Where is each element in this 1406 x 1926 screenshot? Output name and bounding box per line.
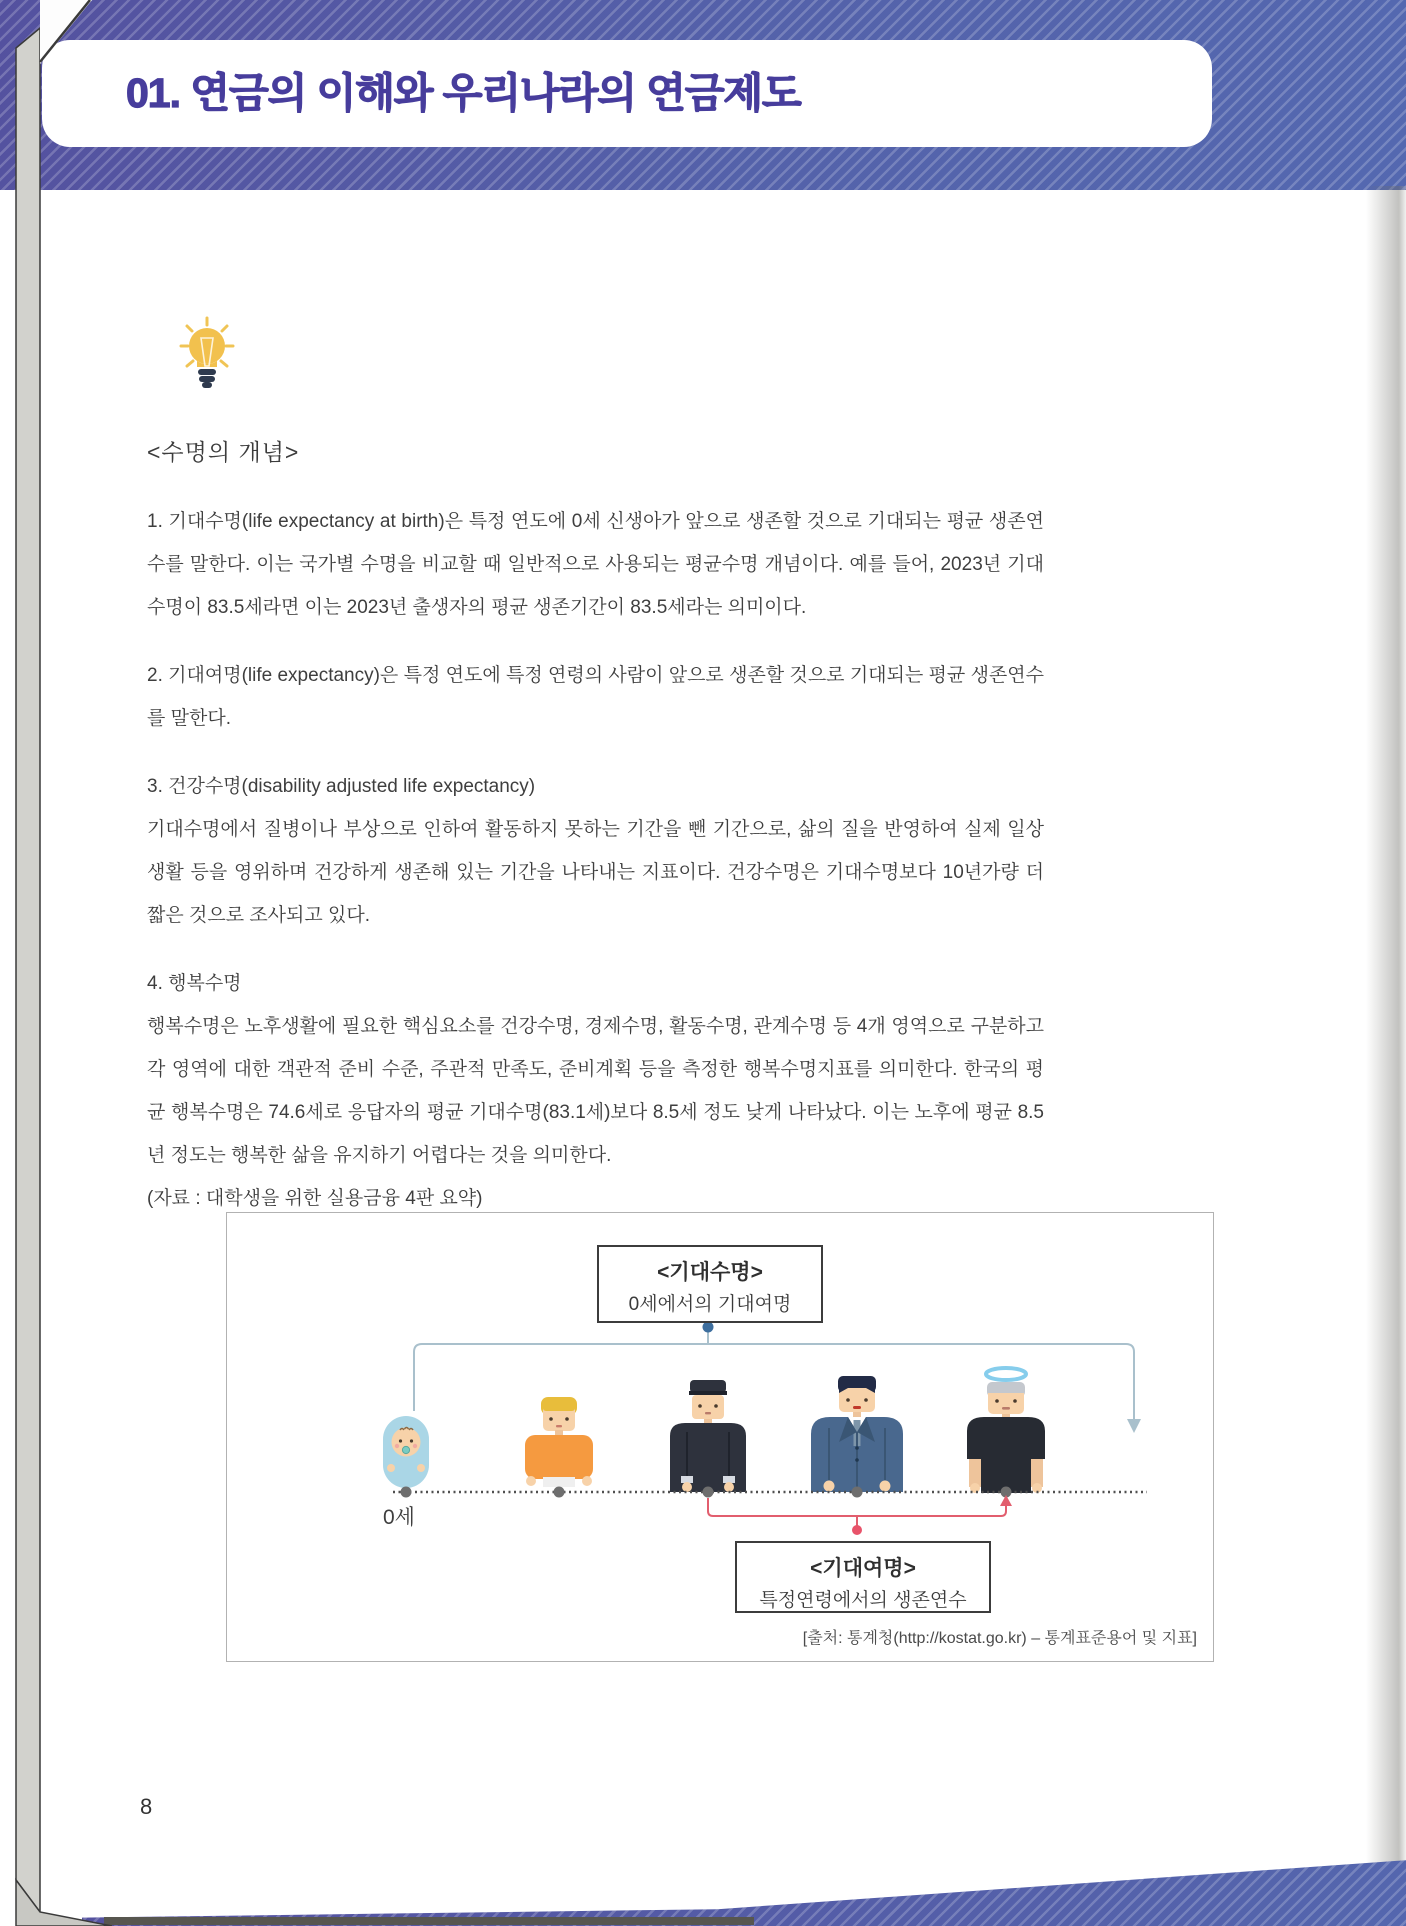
diagram-source: [출처: 통계청(http://kostat.go.kr) – 통계표준용어 및 지표] [802,1630,1197,1647]
paragraph-2-body: 2. 기대여명(life expectancy)은 특정 연도에 특정 연령의 사람이 앞으로 생존할 것으로 기대되는 평균 생존연수를 말한다. [147,665,1044,729]
remaining-life-box [735,1541,991,1613]
life-expectancy-box [597,1245,823,1323]
source-note: (자료 : 대학생을 위한 실용금융 4판 요약) [147,1188,483,1209]
paragraph-3-body: 기대수명에서 질병이나 부상으로 인하여 활동하지 못하는 기간을 뺀 기간으로, 삶의 질을 반영하여 실제 일상생활 등을 영위하며 건강하게 생존해 있는 기간을 나타내는 지표이다. 건강수명은 기대수명보다 10년가량 더 짧은 것으로 조사되고 있다. [147,819,1044,926]
paragraph-3 [147,765,1044,937]
next-page-band [82,1856,1406,1926]
page-left-edge [0,0,140,1926]
remaining-life-box-subtitle: 특정연령에서의 생존연수 [759,1590,967,1611]
paragraph-1-body: 1. 기대수명(life expectancy at birth)은 특정 연도에 0세 신생아가 앞으로 생존할 것으로 기대되는 평균 생존연수를 말한다. 이는 국가별 수명을 비교할 때 일반적으로 사용되는 평균수명 개념이다. 예를 들어, 2023년 기대수명이 83.5세라면 이는 2023년 출생자의 평균 생존기간이 83.5세라는 의미이다. [147,511,1044,618]
life-expectancy-box-title: <기대수명> [657,1261,763,1284]
section-title: <수명의 개념> [147,439,300,465]
age-zero-label: 0세 [383,1506,415,1529]
page-number: 8 [140,1794,153,1819]
page-right-shadow [1366,186,1406,1880]
life-expectancy-diagram [226,1212,1214,1662]
page-title: 01. 연금의 이해와 우리나라의 연금제도 [126,70,801,116]
paragraph-1 [147,500,1044,629]
remaining-life-box-title: <기대여명> [810,1557,916,1580]
paragraph-2 [147,654,1044,740]
paragraph-4-heading: 4. 행복수명 [147,973,242,994]
life-expectancy-box-subtitle: 0세에서의 기대여명 [628,1294,792,1315]
header-band [0,0,1406,190]
lightbulb-icon [178,316,236,392]
paragraph-3-heading: 3. 건강수명(disability adjusted life expectancy) [147,776,536,797]
paragraph-4-body: 행복수명은 노후생활에 필요한 핵심요소를 건강수명, 경제수명, 활동수명, 관계수명 등 4개 영역으로 구분하고 각 영역에 대한 객관적 준비 수준, 주관적 만족도, 준비계획 등을 측정한 행복수명지표를 의미한다. 한국의 평균 행복수명은 74.6세로 응답자의 평균 기대수명(83.1세)보다 8.5세 정도 낮게 나타났다. 이는 노후에 평균 8.5년 정도는 행복한 삶을 유지하기 어렵다는 것을 의미한다. [147,1016,1044,1166]
paragraph-4 [147,962,1044,1220]
body-text [147,500,1044,1245]
page-bottom-edge [104,1917,754,1925]
header-title-box [42,40,1212,147]
